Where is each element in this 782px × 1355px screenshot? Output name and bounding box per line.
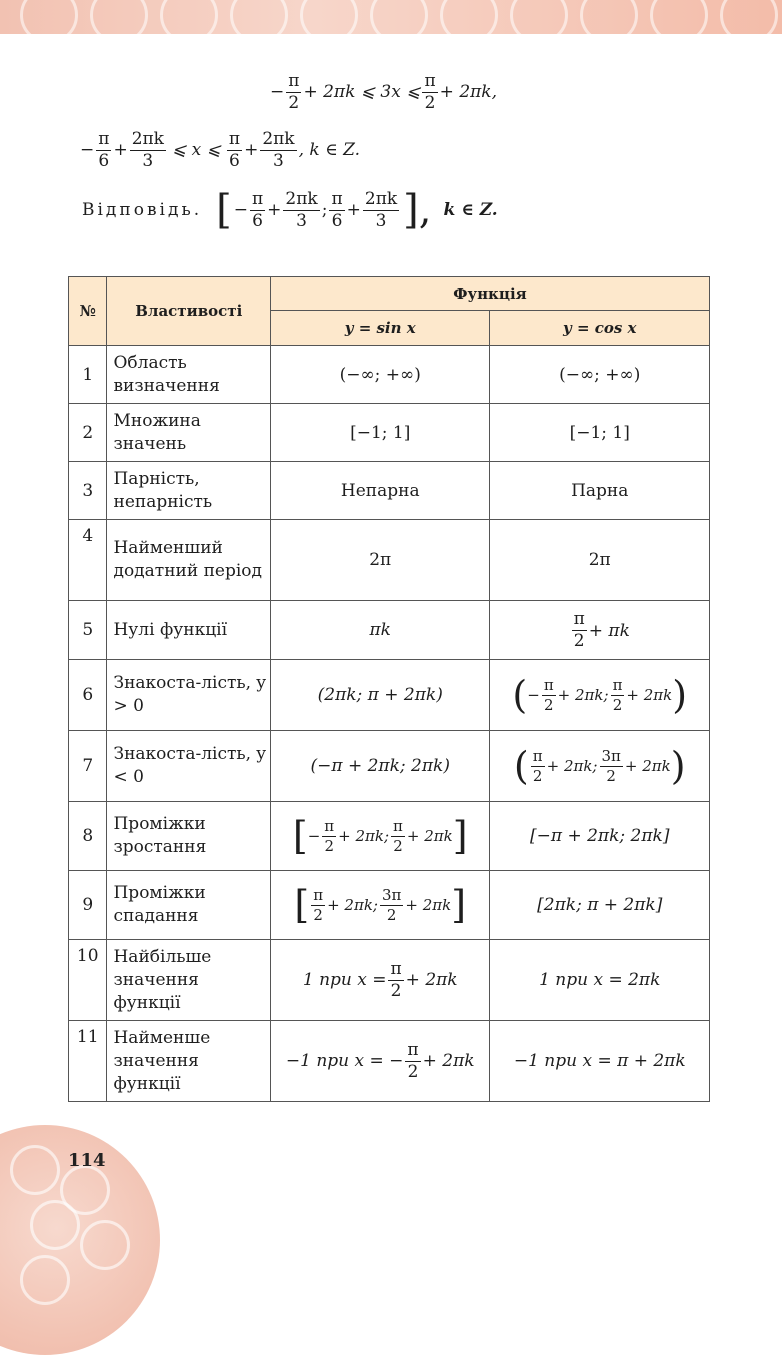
row-number: 11	[69, 1021, 107, 1102]
sin-value: 1 при x = $\frac{\pi}{2}$ + 2πk	[270, 940, 490, 1021]
table-row	[69, 802, 710, 871]
fraction: $\frac{\pi}{2}$	[288, 71, 300, 113]
row-number: 3	[69, 462, 107, 520]
row-number: 9	[69, 871, 107, 940]
close-bracket: ],	[403, 187, 432, 234]
row-property: Знакоста-лість, y > 0	[107, 660, 271, 731]
header-cos: y = cos x	[490, 311, 710, 346]
cos-value: $\frac{\pi}{2}$ + πk	[490, 601, 710, 660]
plus-sign: +	[244, 140, 259, 161]
fraction: $\frac{\pi}{6}$	[251, 189, 264, 231]
plus-sign: +	[267, 200, 282, 221]
row-number: 4	[69, 520, 107, 601]
derivation-line-1	[270, 72, 497, 112]
row-property: Знакоста-лість, y < 0	[107, 731, 271, 802]
sin-value: Непарна	[270, 462, 490, 520]
row-number: 10	[69, 940, 107, 1021]
minus-sign: −	[80, 140, 95, 161]
row-property: Найменше значення функції	[107, 1021, 271, 1102]
answer-tail: k ∈ Z.	[443, 200, 498, 221]
table-row	[69, 404, 710, 462]
row-property: Область визначення	[107, 346, 271, 404]
sin-value: (2πk; π + 2πk)	[270, 660, 490, 731]
table-row	[69, 940, 710, 1021]
header-number: №	[69, 277, 107, 346]
cos-value: −1 при x = π + 2πk	[490, 1021, 710, 1102]
row-property: Найменший додатний період	[107, 520, 271, 601]
fraction: $\frac{2\pi k}{3}$	[285, 189, 318, 231]
top-decorative-band	[0, 0, 782, 34]
header-properties: Властивості	[107, 277, 271, 346]
separator: ;	[321, 200, 328, 221]
table-header-row	[69, 277, 710, 311]
fraction: $\frac{\pi}{6}$	[98, 129, 110, 171]
cos-value: ( − $\frac{\pi}{2}$ + 2πk; $\frac{\pi}{2}$ + 2πk )	[490, 660, 710, 731]
cos-value: Парна	[490, 462, 710, 520]
fraction: $\frac{\pi}{6}$	[331, 189, 343, 231]
sin-value: [ $\frac{\pi}{2}$ + 2πk; $\frac{3\pi}{2}$ + 2πk ]	[270, 871, 490, 940]
properties-table	[68, 276, 710, 1102]
answer-label: Відповідь.	[82, 200, 203, 221]
row-number: 2	[69, 404, 107, 462]
table-row	[69, 660, 710, 731]
sin-value: [−1; 1]	[270, 404, 490, 462]
plus-sign: +	[113, 140, 128, 161]
page-number: 114	[68, 1150, 106, 1171]
table-row	[69, 731, 710, 802]
table-row	[69, 520, 710, 601]
sin-value: πk	[270, 601, 490, 660]
plus-sign: +	[346, 200, 361, 221]
row-property: Проміжки зростання	[107, 802, 271, 871]
table-row	[69, 871, 710, 940]
row-property: Нулі функції	[107, 601, 271, 660]
header-function: Функція	[270, 277, 709, 311]
row-property: Проміжки спадання	[107, 871, 271, 940]
fraction: $\frac{2\pi k}{3}$	[262, 129, 295, 171]
fraction: $\frac{\pi}{2}$	[424, 71, 436, 113]
row-number: 7	[69, 731, 107, 802]
table-row	[69, 601, 710, 660]
expression: + 2πk ⩽ 3x ⩽	[303, 82, 421, 103]
minus-sign: −	[233, 200, 248, 221]
sin-value: 2π	[270, 520, 490, 601]
cos-value: 1 при x = 2πk	[490, 940, 710, 1021]
cos-value: 2π	[490, 520, 710, 601]
cos-value: [2πk; π + 2πk]	[490, 871, 710, 940]
open-bracket: [	[216, 187, 232, 234]
row-property: Множина значень	[107, 404, 271, 462]
sin-value: −1 при x = − $\frac{\pi}{2}$ + 2πk	[270, 1021, 490, 1102]
row-number: 8	[69, 802, 107, 871]
expression-tail: , k ∈ Z.	[298, 140, 361, 161]
row-number: 1	[69, 346, 107, 404]
fraction: $\frac{\pi}{6}$	[228, 129, 241, 171]
row-number: 6	[69, 660, 107, 731]
row-property: Парність, непарність	[107, 462, 271, 520]
cos-value: [−1; 1]	[490, 404, 710, 462]
minus-sign: −	[270, 82, 285, 103]
fraction: $\frac{2\pi k}{3}$	[364, 189, 398, 231]
cos-value: ( $\frac{\pi}{2}$ + 2πk; $\frac{3\pi}{2}$ + 2πk )	[490, 731, 710, 802]
table-row	[69, 346, 710, 404]
sin-value: [ − $\frac{\pi}{2}$ + 2πk; $\frac{\pi}{2}$ + 2πk ]	[270, 802, 490, 871]
table-row	[69, 1021, 710, 1102]
derivation-line-2	[80, 130, 360, 170]
row-number: 5	[69, 601, 107, 660]
inequality: ⩽ x ⩽	[171, 140, 221, 161]
answer-line	[82, 187, 498, 234]
row-property: Найбільше значення функції	[107, 940, 271, 1021]
cos-value: [−π + 2πk; 2πk]	[490, 802, 710, 871]
table-row	[69, 462, 710, 520]
sin-value: (−π + 2πk; 2πk)	[270, 731, 490, 802]
expression-tail: + 2πk,	[439, 82, 498, 103]
sin-value: (−∞; +∞)	[270, 346, 490, 404]
fraction: $\frac{2\pi k}{3}$	[131, 129, 164, 171]
header-sin: y = sin x	[270, 311, 490, 346]
cos-value: (−∞; +∞)	[490, 346, 710, 404]
